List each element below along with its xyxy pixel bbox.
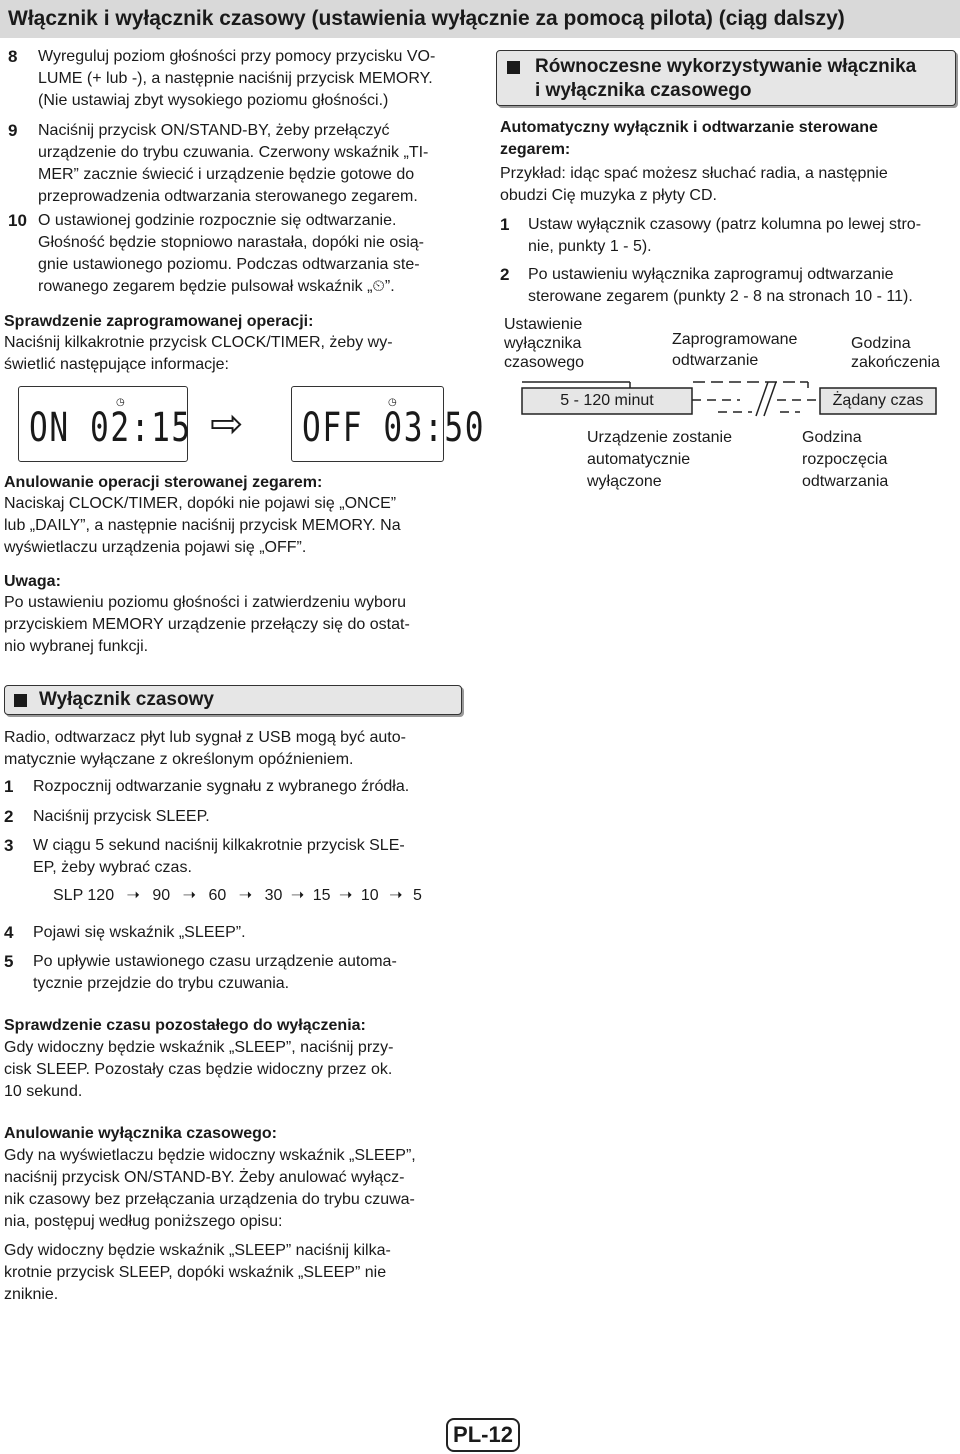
step-number: 4 xyxy=(4,923,14,942)
lcd-display-on xyxy=(18,386,192,462)
text-line: czasowego xyxy=(504,354,585,371)
text-line: nia, postępuj według poniższego opisu: xyxy=(4,1213,283,1230)
check-heading: Sprawdzenie zaprogramowanej operacji: xyxy=(4,313,314,330)
sleep-cancel-text-2 xyxy=(4,1240,464,1306)
text-line: obudzi Cię muzyka z płyty CD. xyxy=(500,187,717,204)
text-line: odtwarzania xyxy=(802,473,889,490)
text-line: Urządzenie zostanie xyxy=(587,429,732,446)
text-line: Po ustawieniu poziomu głośności i zatwierdzeniu wyboru xyxy=(4,594,406,611)
text-line: Zaprogramowane xyxy=(672,331,798,348)
remaining-heading: Sprawdzenie czasu pozostałego do wyłączenia: xyxy=(4,1017,366,1034)
sequence-item: 60 xyxy=(208,887,227,904)
text-line: zakończenia xyxy=(851,354,940,371)
step-number: 9 xyxy=(8,121,18,140)
arrow-icon: ➝ xyxy=(126,887,140,904)
step-number: 3 xyxy=(4,836,14,855)
lcd-text: OFF 03:50 xyxy=(302,405,486,451)
remaining-text xyxy=(4,1037,464,1103)
diagram-label-end xyxy=(851,334,940,372)
text-line: Naciskaj CLOCK/TIMER, dopóki nie pojawi się „ONCE” xyxy=(4,495,397,512)
step-line: nie, punkty 1 - 5). xyxy=(528,238,652,255)
arrow-icon: ➝ xyxy=(238,887,253,904)
diagram-label-sleep xyxy=(504,315,584,372)
step-number: 10 xyxy=(8,211,27,230)
sleep-cancel-heading: Anulowanie wyłącznika czasowego: xyxy=(4,1125,277,1142)
cancel-heading: Anulowanie operacji sterowanej zegarem: xyxy=(4,474,323,491)
step-line: (Nie ustawiaj zbyt wysokiego poziomu głośności.) xyxy=(38,92,389,109)
sequence-item: 10 xyxy=(360,887,379,904)
step-number: 5 xyxy=(4,952,14,971)
text-line: rozpoczęcia xyxy=(802,451,888,468)
step-line: Wyreguluj poziom głośności przy pomocy przycisku VO- xyxy=(38,48,436,65)
step-line: tycznie przejdzie do trybu czuwania. xyxy=(33,975,290,992)
arrow-icon: ➝ xyxy=(290,887,305,904)
example-text xyxy=(500,163,960,207)
text-line: Automatyczny wyłącznik i odtwarzanie sterowane xyxy=(500,119,878,136)
sleep-cancel-text xyxy=(4,1145,464,1233)
sequence-item: 15 xyxy=(312,887,331,904)
timeline-minutes-label: 5 - 120 minut xyxy=(560,392,654,409)
step-line: MER” zacznie świecić i urządzenie będzie gotowe do xyxy=(38,166,415,183)
text-line: naciśnij przycisk ON/STAND-BY. Żeby anulować wyłącz- xyxy=(4,1169,405,1186)
step-line: rowanego zegarem będzie pulsował wskaźnik „⏲”. xyxy=(38,278,395,295)
diagram-label-off xyxy=(587,427,732,493)
note-text xyxy=(4,592,464,658)
step-line: W ciągu 5 sekund naciśnij kilkakrotnie przycisk SLE- xyxy=(33,837,405,854)
step-line: Naciśnij przycisk SLEEP. xyxy=(33,808,210,825)
text-line: zegarem: xyxy=(500,141,571,158)
step-number: 1 xyxy=(500,215,510,234)
text-line: Ustawienie xyxy=(504,316,583,333)
step-line: Po ustawieniu wyłącznika zaprogramuj odtwarzanie xyxy=(528,266,894,283)
text-line: wyłączone xyxy=(587,473,662,490)
text-line: odtwarzanie xyxy=(672,352,759,369)
sleep-sequence xyxy=(53,885,422,907)
section-title: Wyłącznik czasowy xyxy=(39,689,214,710)
section-title: i wyłącznika czasowego xyxy=(535,80,752,101)
text-line: nio wybranej funkcji. xyxy=(4,638,149,655)
step-line: O ustawionej godzinie rozpocznie się odtwarzanie. xyxy=(38,212,397,229)
arrow-icon: ➝ xyxy=(389,887,403,904)
lcd-display-off xyxy=(291,386,486,462)
arrow-icon: ➝ xyxy=(182,887,197,904)
sequence-item: 30 xyxy=(264,887,283,904)
text-line: zniknie. xyxy=(4,1286,59,1303)
square-bullet-icon xyxy=(14,694,27,707)
step-number: 8 xyxy=(8,47,18,66)
step-line: Pojawi się wskaźnik „SLEEP”. xyxy=(33,924,246,941)
step-line: LUME (+ lub -), a następnie naciśnij przycisk MEMORY. xyxy=(38,70,433,87)
text-line: cisk SLEEP. Pozostały czas będzie widoczny przez ok. xyxy=(4,1061,393,1078)
page-title: Włącznik i wyłącznik czasowy (ustawienia wyłącznie za pomocą pilota) (ciąg dalszy) xyxy=(8,7,845,30)
step-line: Ustaw wyłącznik czasowy (patrz kolumna po lewej stro- xyxy=(528,216,922,233)
clock-icon: ◷ xyxy=(116,397,125,408)
diagram-label-start xyxy=(802,427,888,493)
page-number: PL-12 xyxy=(446,1418,520,1452)
section-box-combined xyxy=(496,50,956,106)
sequence-item: 90 xyxy=(152,887,171,904)
step-line: urządzenie do trybu czuwania. Czerwony wskaźnik „TI- xyxy=(38,144,429,161)
cancel-text xyxy=(4,493,464,559)
step-line: przeprowadzenia odtwarzania sterowanego zegarem. xyxy=(38,188,418,205)
check-text xyxy=(4,332,464,376)
step-line: gnie ustawionego poziomu. Podczas odtwarzania ste- xyxy=(38,256,420,273)
text-line: lub „DAILY”, a następnie naciśnij przycisk MEMORY. Na xyxy=(4,517,401,534)
text-line: świetlić następujące informacje: xyxy=(4,356,229,373)
text-line: automatycznie xyxy=(587,451,691,468)
text-line: nik czasowy bez przełączania urządzenia do trybu czuwa- xyxy=(4,1191,415,1208)
arrow-icon: ➝ xyxy=(338,887,353,904)
timeline-desired-label: Żądany czas xyxy=(832,392,924,409)
text-line: Gdy na wyświetlaczu będzie widoczny wskaźnik „SLEEP”, xyxy=(4,1147,416,1164)
text-line: Gdy widoczny będzie wskaźnik „SLEEP”, naciśnij przy- xyxy=(4,1039,394,1056)
text-line: przyciskiem MEMORY urządzenie przełączy się do ostat- xyxy=(4,616,410,633)
step-number: 2 xyxy=(500,265,510,284)
note-heading: Uwaga: xyxy=(4,573,61,590)
step-line: EP, żeby wybrać czas. xyxy=(33,859,192,876)
step-line: sterowane zegarem (punkty 2 - 8 na stronach 10 - 11). xyxy=(528,288,913,305)
step-line: Po upływie ustawionego czasu urządzenie automa- xyxy=(33,953,397,970)
step-number: 1 xyxy=(4,777,14,796)
text-line: Godzina xyxy=(802,429,862,446)
step-line: Naciśnij przycisk ON/STAND-BY, żeby przełączyć xyxy=(38,122,390,139)
sleep-intro xyxy=(4,727,464,771)
text-line: Radio, odtwarzacz płyt lub sygnał z USB mogą być auto- xyxy=(4,729,406,746)
section-title: Równoczesne wykorzystywanie włącznika xyxy=(535,56,917,77)
text-line: Godzina xyxy=(851,335,911,352)
section-box-sleep xyxy=(4,685,462,715)
text-line: krotnie przycisk SLEEP, dopóki wskaźnik „SLEEP” nie xyxy=(4,1264,387,1281)
text-line: wyświetlaczu urządzenia pojawi się „OFF”. xyxy=(4,539,307,556)
step-line: Głośność będzie stopniowo narastała, dopóki nie osią- xyxy=(38,234,425,251)
text-line: 10 sekund. xyxy=(4,1083,83,1100)
arrow-right-icon: ⇨ xyxy=(210,402,244,446)
step-line: Rozpocznij odtwarzanie sygnału z wybranego źródła. xyxy=(33,778,410,795)
diagram-label-program xyxy=(672,329,797,371)
text-line: Gdy widoczny będzie wskaźnik „SLEEP” naciśnij kilka- xyxy=(4,1242,391,1259)
step-number: 2 xyxy=(4,807,14,826)
lcd-text: ON 02:15 xyxy=(29,405,192,451)
square-bullet-icon xyxy=(507,61,520,74)
sequence-item: 5 xyxy=(412,887,422,904)
clock-icon: ◷ xyxy=(388,397,397,408)
text-line: matycznie wyłączane z określonym opóźnieniem. xyxy=(4,751,354,768)
sub-heading xyxy=(500,117,878,161)
text-line: Przykład: idąc spać możesz słuchać radia, a następnie xyxy=(500,165,888,182)
sequence-item: SLP 120 xyxy=(53,887,115,904)
text-line: wyłącznika xyxy=(504,335,582,352)
text-line: Naciśnij kilkakrotnie przycisk CLOCK/TIMER, żeby wy- xyxy=(4,334,393,351)
